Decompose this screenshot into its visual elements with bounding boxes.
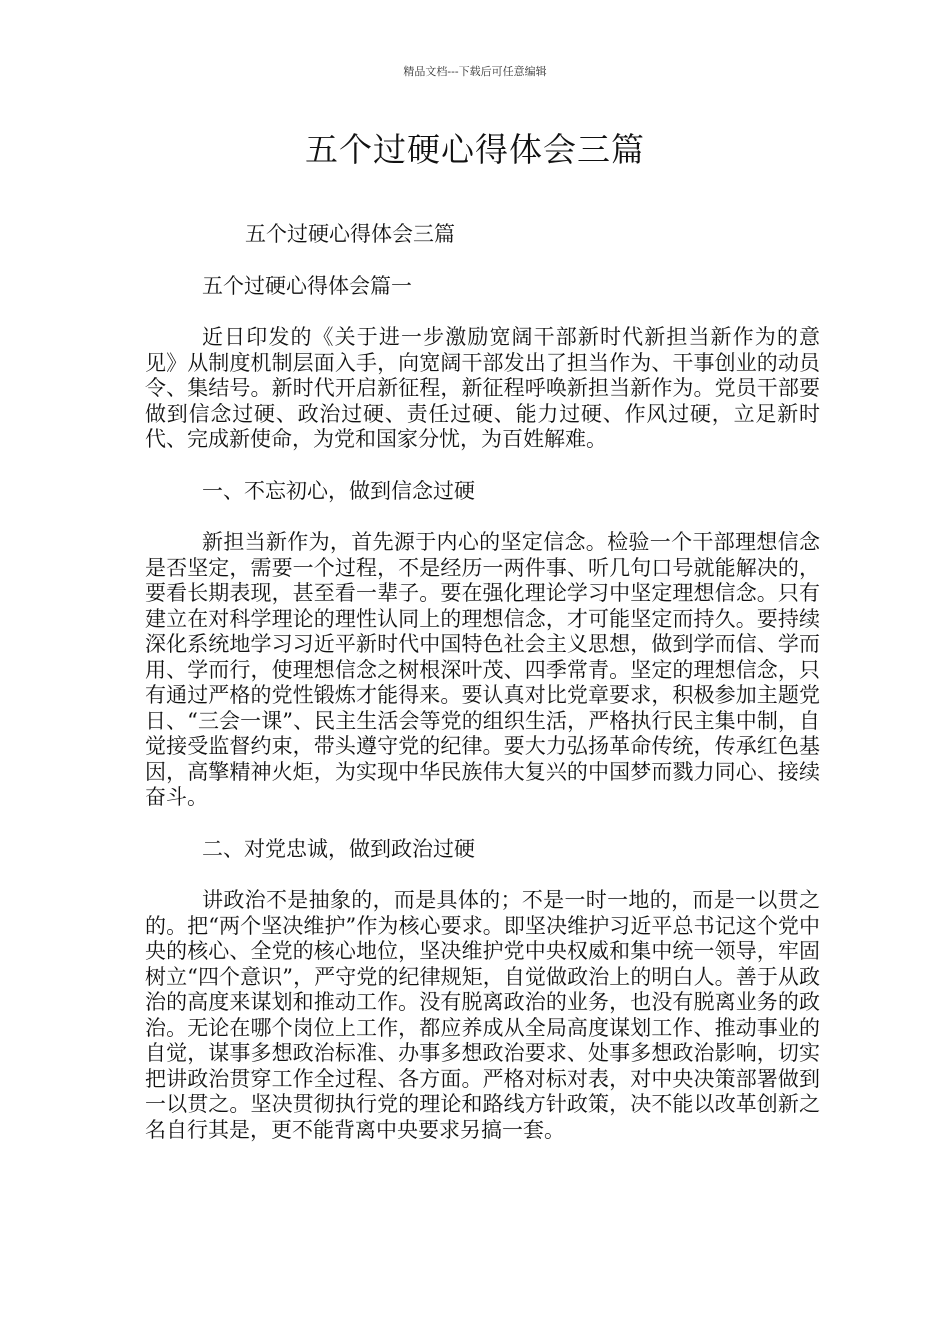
document-body [145, 222, 820, 1169]
page-header-note: 精品文档---下载后可任意编辑 [403, 65, 547, 78]
part-title: 五个过硬心得体会篇一 [202, 273, 412, 298]
section-2-paragraph: 讲政治不是抽象的，而是具体的；不是一时一地的，而是一以贯之的。把“两个坚决维护”作为核心要求。即坚决维护习近平总书记这个党中央的核心、全党的核心地位，坚决维护党中央权威和集中统一领导，牢固树立“四个意识”，严守党的纪律规矩，自觉做政治上的明白人。善于从政治的高度来谋划和推动工作。没有脱离政治的业务，也没有脱离业务的政治。无论在哪个岗位上工作，都应养成从全局高度谋划工作、推动事业的自觉，谋事多想政治标准、办事多想政治要求、处事多想政治影响，切实把讲政治贯穿工作全过程、各方面。严格对标对表，对中央决策部署做到一以贯之。坚决贯彻执行党的理论和路线方针政策，决不能以改革创新之名自行其是，更不能背离中央要求另搞一套。 [145, 888, 820, 1142]
document-subtitle: 五个过硬心得体会三篇 [245, 222, 455, 246]
section-2-heading: 二、对党忠诚，做到政治过硬 [202, 836, 475, 861]
section-1-heading: 一、不忘初心，做到信念过硬 [202, 478, 475, 503]
section-1-paragraph: 新担当新作为，首先源于内心的坚定信念。检验一个干部理想信念是否坚定，需要一个过程，不是经历一两件事、听几句口号就能解决的，要看长期表现，甚至看一辈子。要在强化理论学习中坚定理想信念。只有建立在对科学理论的理性认同上的理想信念，才可能坚定而持久。要持续深化系统地学习习近平新时代中国特色社会主义思想，做到学而信、学而用、学而行，使理想信念之树根深叶茂、四季常青。坚定的理想信念，只有通过严格的党性锻炼才能得来。要认真对比党章要求，积极参加主题党日、“三会一课”、民主生活会等党的组织生活，严格执行民主集中制，自觉接受监督约束，带头遵守党的纪律。要大力弘扬革命传统，传承红色基因，高擎精神火炬，为实现中华民族伟大复兴的中国梦而戮力同心、接续奋斗。 [145, 530, 820, 809]
intro-paragraph: 近日印发的《关于进一步激励宽阔干部新时代新担当新作为的意见》从制度机制层面入手，向宽阔干部发出了担当作为、干事创业的动员令、集结号。新时代开启新征程，新征程呼唤新担当新作为。党员干部要做到信念过硬、政治过硬、责任过硬、能力过硬、作风过硬，立足新时代、完成新使命，为党和国家分忧，为百姓解难。 [145, 325, 820, 451]
document-title: 五个过硬心得体会三篇 [305, 130, 645, 169]
